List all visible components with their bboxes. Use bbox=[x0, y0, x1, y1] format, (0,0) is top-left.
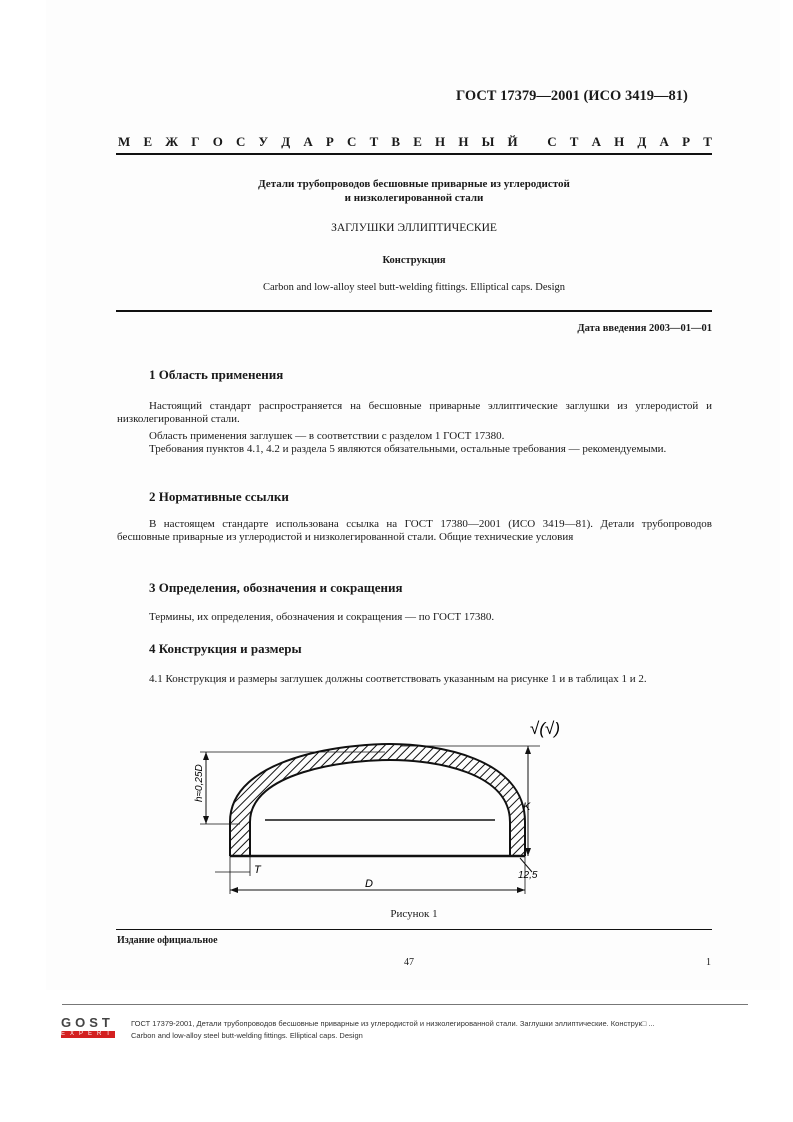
interstate-letter: А bbox=[591, 134, 601, 149]
interstate-standard-heading bbox=[118, 134, 712, 150]
section-1-para-3: Требования пунктов 4.1, 4.2 и раздела 5 являются обязательными, остальные требования — рекомендуемыми. bbox=[149, 443, 667, 455]
dim-d-label: D bbox=[365, 878, 373, 890]
interstate-letter: С bbox=[547, 134, 557, 149]
interstate-letter: Т bbox=[369, 134, 379, 149]
section-4-para-1: 4.1 Конструкция и размеры заглушек должны соответствовать указанным на рисунке 1 и в таблицах 1 и 2. bbox=[149, 673, 647, 685]
figure-1-caption: Рисунок 1 bbox=[390, 908, 438, 920]
interstate-letter: Е bbox=[413, 134, 422, 149]
title-subtitle: Конструкция bbox=[382, 255, 446, 266]
interstate-letter: Ы bbox=[481, 134, 495, 149]
interstate-letter: М bbox=[118, 134, 131, 149]
section-3-para-1: Термины, их определения, обозначения и сокращения — по ГОСТ 17380. bbox=[149, 611, 495, 623]
standard-code: ГОСТ 17379—2001 (ИСО 3419—81) bbox=[456, 88, 688, 104]
title-line-1: Детали трубопроводов бесшовные приварные из углеродистой bbox=[258, 178, 570, 190]
gost-expert-logo[interactable] bbox=[61, 1017, 115, 1038]
interstate-letter: Е bbox=[143, 134, 153, 149]
section-3-title: 3 Определения, обозначения и сокращения bbox=[149, 580, 403, 595]
introduction-date: Дата введения 2003—01—01 bbox=[577, 323, 712, 334]
title-line-2: и низколегированной стали bbox=[344, 192, 484, 204]
dim-h-label: h≈0,25D bbox=[194, 764, 205, 802]
interstate-letter: Н bbox=[614, 134, 625, 149]
section-2-title: 2 Нормативные ссылки bbox=[149, 489, 289, 504]
interstate-letter bbox=[531, 134, 534, 150]
interstate-letter: Р bbox=[682, 134, 691, 149]
page-number-right: 1 bbox=[706, 957, 711, 968]
footer-english-title: Carbon and low-alloy steel butt-welding fittings. Elliptical caps. Design bbox=[131, 1031, 363, 1040]
interstate-letter: В bbox=[391, 134, 401, 149]
interstate-letter: У bbox=[258, 134, 269, 149]
dim-k-label: K bbox=[523, 801, 531, 813]
page-number-center: 47 bbox=[404, 957, 414, 968]
dim-t-label: T bbox=[254, 864, 261, 876]
interstate-letter: Г bbox=[191, 134, 200, 149]
interstate-letter: Й bbox=[507, 134, 518, 149]
interstate-letter: Р bbox=[325, 134, 334, 149]
section-2-para-1: В настоящем стандарте использована ссылка на ГОСТ 17380—2001 (ИСО 3419—81). Детали трубопроводов бесшовные приварные из углеродистой и низколегированной стали. Общие технические условия bbox=[117, 518, 712, 543]
interstate-letter: А bbox=[659, 134, 669, 149]
interstate-letter: Н bbox=[435, 134, 446, 149]
cap-wall-hatching bbox=[220, 732, 540, 862]
logo-top-text: GOST bbox=[61, 1015, 114, 1030]
interstate-letter: С bbox=[236, 134, 246, 149]
section-1-para-2: Область применения заглушек — в соответствии с разделом 1 ГОСТ 17380. bbox=[149, 430, 505, 442]
section-1-title: 1 Область применения bbox=[149, 367, 284, 382]
title-english: Carbon and low-alloy steel butt-welding fittings. Elliptical caps. Design bbox=[262, 282, 566, 293]
document-title bbox=[116, 177, 712, 205]
site-footer-rule bbox=[62, 1004, 748, 1005]
section-4-title: 4 Конструкция и размеры bbox=[149, 641, 302, 656]
interstate-letter: Т bbox=[703, 134, 712, 149]
dim-angle-label: 12,5 bbox=[518, 870, 538, 881]
interstate-letter: А bbox=[303, 134, 313, 149]
interstate-letter: Ж bbox=[165, 134, 179, 149]
interstate-letter: О bbox=[212, 134, 223, 149]
section-1-para-1: Настоящий стандарт распространяется на бесшовные приварные эллиптические заглушки из углеродистой и низколегированной стали. bbox=[117, 400, 712, 425]
edition-label: Издание официальное bbox=[117, 935, 218, 946]
figure-1-elliptical-cap-drawing bbox=[180, 712, 600, 904]
interstate-letter: Н bbox=[458, 134, 469, 149]
roughness-symbol: √(√) bbox=[530, 719, 560, 738]
header-rule bbox=[116, 153, 712, 155]
interstate-letter: С bbox=[347, 134, 357, 149]
interstate-letter: Д bbox=[281, 134, 291, 149]
logo-bottom-text: EXPERT bbox=[61, 1031, 115, 1037]
footer-document-title-link[interactable]: ГОСТ 17379-2001, Детали трубопроводов бесшовные приварные из углеродистой и низколегированной стали. Заглушки эллиптические. Конструк□ ... bbox=[131, 1019, 655, 1028]
title-caps: ЗАГЛУШКИ ЭЛЛИПТИЧЕСКИЕ bbox=[331, 222, 497, 234]
interstate-letter: Д bbox=[637, 134, 647, 149]
footer-rule-page bbox=[116, 929, 712, 930]
interstate-letter: Т bbox=[569, 134, 579, 149]
title-rule bbox=[116, 310, 712, 312]
